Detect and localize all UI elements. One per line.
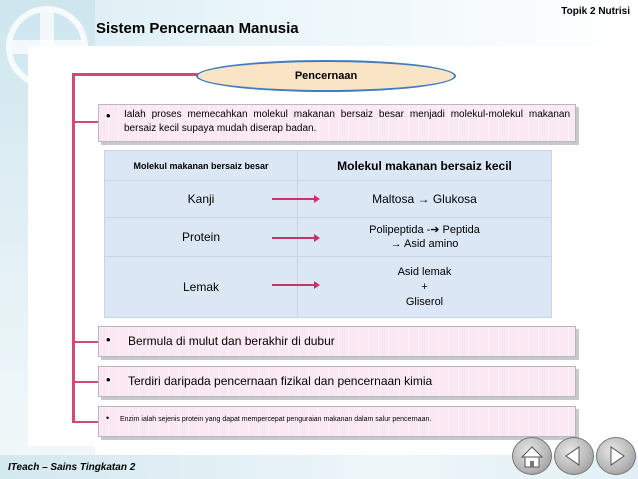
point-bullet-2: • <box>106 372 111 387</box>
arrow-lemak <box>272 281 320 289</box>
point-bullet-1: • <box>106 332 111 347</box>
home-button[interactable] <box>512 437 552 475</box>
row-large-protein: Protein <box>105 218 298 257</box>
row-large-kanji: Kanji <box>105 181 298 218</box>
small-line: + <box>421 280 428 293</box>
small-line: Polipeptida -➔ Peptida <box>369 224 480 236</box>
point-text-3: Enzim ialah sejenis protein yang dapat mempercepat penguraian makanan dalam salur pencernaan. <box>120 416 432 423</box>
small-line: Asid lemak <box>397 265 452 278</box>
page-title: Sistem Pencernaan Manusia <box>96 20 299 37</box>
pencernaan-oval: Pencernaan <box>196 60 456 92</box>
point-bullet-3: • <box>106 413 110 423</box>
home-icon <box>513 438 551 474</box>
header-large-molecule: Molekul makanan bersaiz besar <box>105 151 298 181</box>
definition-text: Ialah proses memecahkan molekul makanan bersaiz besar menjadi molekul-molekul makanan bersaiz kecil supaya mudah diserap badan. <box>124 109 570 134</box>
arrow-protein <box>272 234 320 242</box>
small-line: Maltosa → Glukosa <box>372 192 477 206</box>
arrow-kanji <box>272 195 320 203</box>
small-line: Gliserol <box>405 295 444 308</box>
point-text-2: Terdiri daripada pencernaan fizikal dan pencernaan kimia <box>128 374 433 388</box>
next-arrow-icon <box>597 438 635 474</box>
point-text-1: Bermula di mulut dan berakhir di dubur <box>128 334 335 348</box>
footer-label: ITeach – Sains Tingkatan 2 <box>8 462 136 473</box>
back-arrow-icon <box>555 438 593 474</box>
header-small-molecule: Molekul makanan bersaiz kecil <box>298 151 552 181</box>
back-button[interactable] <box>554 437 594 475</box>
small-line: → Asid amino <box>390 238 459 250</box>
definition-bullet: • <box>106 108 111 123</box>
next-button[interactable] <box>596 437 636 475</box>
topic-label: Topik 2 Nutrisi <box>561 6 630 17</box>
row-large-lemak: Lemak <box>105 257 298 318</box>
